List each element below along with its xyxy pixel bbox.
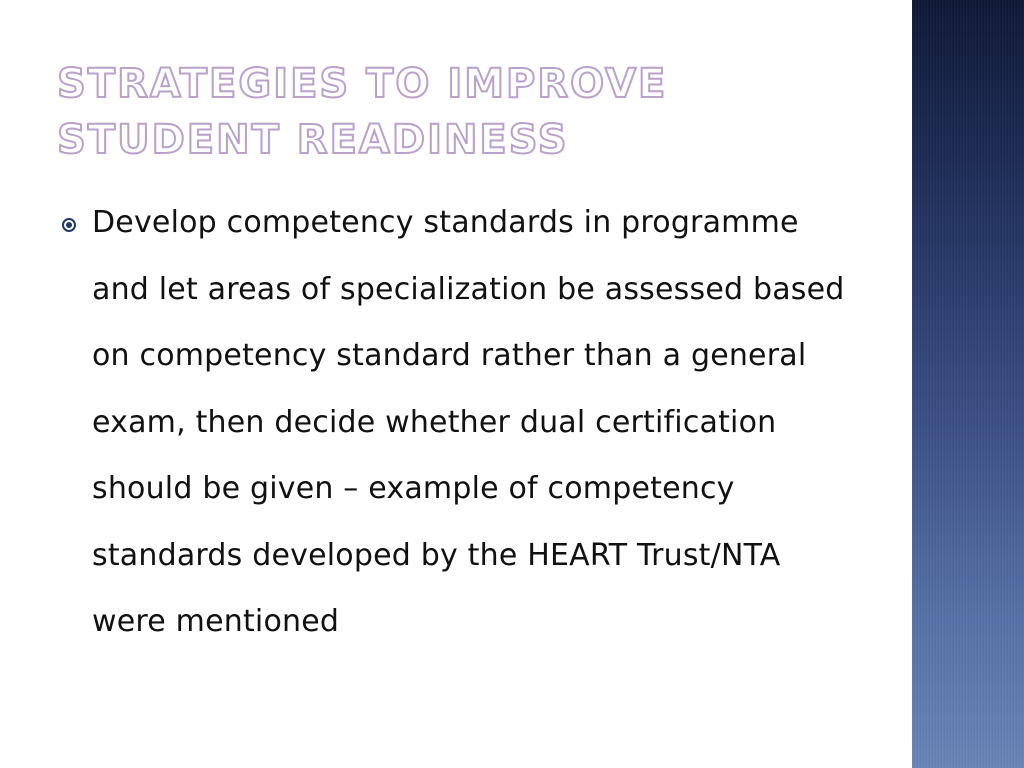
bullet-item [62, 190, 862, 656]
bullet-list [62, 190, 862, 656]
bullet-text: Develop competency standards in programme and let areas of specialization be assessed based on competency standard rather than a general exam, then decide whether dual certification should be given – example of competency standards developed by the HEART Trust/NTA were mentioned [92, 205, 845, 639]
target-bullet-icon [62, 218, 76, 232]
slide-title: STRATEGIES TO IMPROVE STUDENT READINESS [57, 61, 668, 163]
decorative-side-band [912, 0, 1024, 768]
